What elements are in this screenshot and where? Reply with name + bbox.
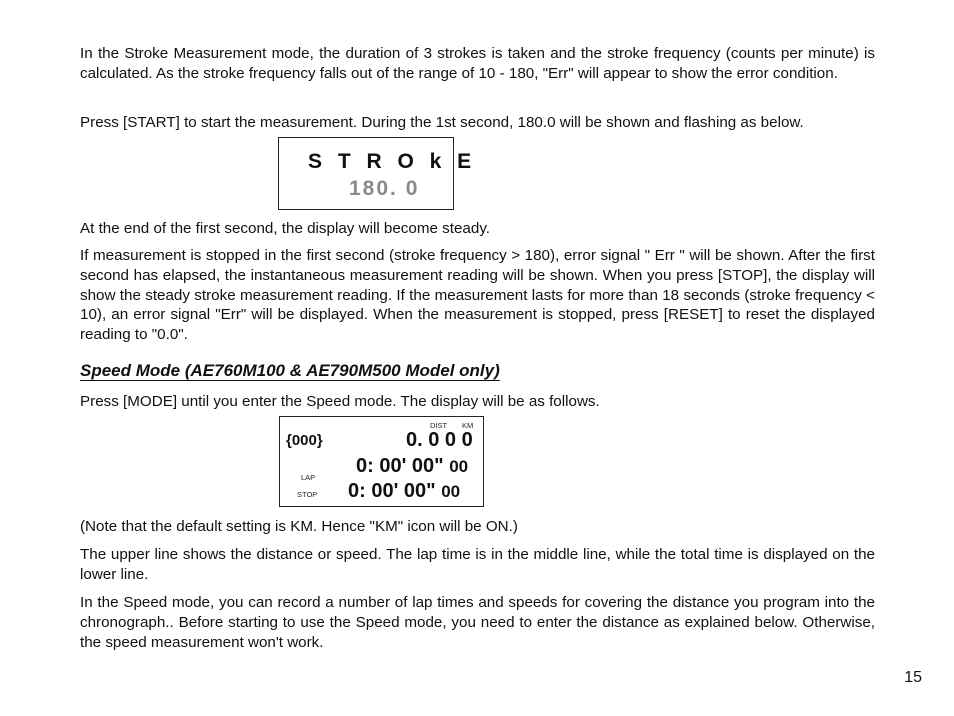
page-number: 15 bbox=[904, 669, 922, 686]
error-condition-paragraph: If measurement is stopped in the first second (stroke frequency > 180), error signal " Err " will be shown. After the first second has elapsed, the instantaneous measurement reading will be shown. When you press [STOP], the display will show the steady stroke measurement reading. If the measurement lasts for more than 18 seconds (stroke frequency < 10), an error signal "Err" will be displayed. When the measurement is stopped, press [RESET] to reset the displayed reading to "0.0". bbox=[80, 247, 875, 344]
speed-code: {000} bbox=[286, 432, 323, 449]
km-indicator: KM bbox=[462, 421, 474, 430]
lap-time-row bbox=[356, 455, 468, 478]
steady-display-paragraph: At the end of the first second, the display will become steady. bbox=[80, 220, 491, 237]
speed-mode-heading: Speed Mode (AE760M100 & AE790M500 Model only) bbox=[80, 361, 500, 380]
dist-indicator: DIST bbox=[430, 421, 448, 430]
total-hundredths: 00 bbox=[441, 482, 461, 501]
start-instruction-paragraph: Press [START] to start the measurement. During the 1st second, 180.0 will be shown and flashing as below. bbox=[80, 114, 804, 131]
distance-value: 0. 0 0 0 bbox=[406, 429, 473, 451]
total-time-row bbox=[348, 480, 460, 503]
lap-hundredths: 00 bbox=[449, 457, 469, 476]
display-lines-paragraph: The upper line shows the distance or speed. The lap time is in the middle line, while the total time is displayed on the lower line. bbox=[80, 546, 875, 583]
speed-lcd-display bbox=[279, 416, 484, 507]
stroke-mode-intro-paragraph: In the Stroke Measurement mode, the duration of 3 strokes is taken and the stroke frequency (counts per minute) is calculated. As the stroke frequency falls out of the range of 10 - 180, "Err" will appear to show the error condition. bbox=[80, 45, 875, 82]
stop-indicator: STOP bbox=[297, 490, 318, 499]
lap-indicator: LAP bbox=[301, 473, 316, 482]
speed-mode-instruction-paragraph: Press [MODE] until you enter the Speed mode. The display will be as follows. bbox=[80, 393, 600, 410]
lap-time: 0: 00' 00" bbox=[356, 455, 444, 477]
stroke-display-value: 180. 0 bbox=[349, 177, 420, 200]
stroke-lcd-display bbox=[278, 137, 477, 210]
default-setting-note: (Note that the default setting is KM. Hence "KM" icon will be ON.) bbox=[80, 518, 518, 535]
speed-mode-details-paragraph: In the Speed mode, you can record a number of lap times and speeds for covering the distance you program into the chronograph.. Before starting to use the Speed mode, you need to enter the distance as explained below. Otherwise, the speed measurement won't work. bbox=[80, 594, 875, 651]
stroke-display-label: S T R O k E bbox=[308, 150, 477, 173]
total-time: 0: 00' 00" bbox=[348, 480, 436, 502]
